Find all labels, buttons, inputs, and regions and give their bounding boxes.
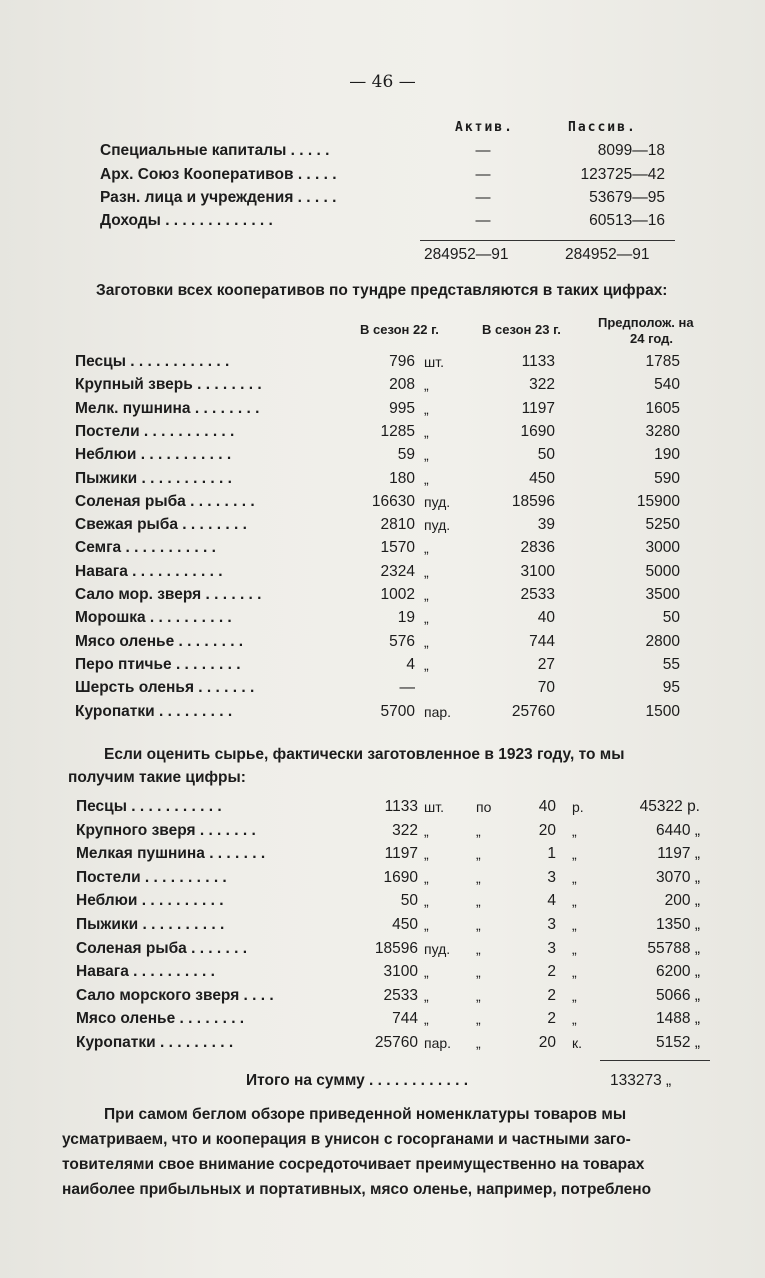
valuation-unit: „ [424, 964, 429, 980]
valuation-price: 4 [547, 892, 556, 909]
closing-line2: усматриваем, что и кооперация в унисон с госорганами и частными заго- [62, 1131, 631, 1148]
valuation-row-label: Мелкая пушнина . . . . . . . [76, 845, 266, 862]
procurement-unit: „ [424, 634, 429, 650]
procurement-value-23: 1197 [521, 400, 555, 417]
procurement-value-22: 59 [397, 446, 415, 463]
valuation-total: 5152 „ [656, 1034, 700, 1051]
procurement-value-22: 2810 [380, 516, 415, 533]
procurement-value-24: 15900 [636, 493, 680, 510]
valuation-unit: „ [424, 870, 429, 886]
procurement-row-label: Песцы . . . . . . . . . . . . [75, 353, 230, 370]
valuation-price: 3 [547, 869, 556, 886]
procurement-heading: Заготовки всех кооперативов по тундре представляются в таких цифрах: [96, 282, 668, 299]
col-passive-header: Пассив. [568, 120, 637, 135]
valuation-currency: „ [572, 823, 577, 839]
procurement-row-label: Перо птичье . . . . . . . . [75, 656, 241, 673]
balance-row-passive: 60513—16 [589, 212, 665, 229]
valuation-by: „ [476, 964, 481, 980]
procurement-unit: „ [424, 657, 429, 673]
procurement-value-22: 1002 [380, 586, 415, 603]
procurement-value-22: 16630 [371, 493, 415, 510]
procurement-value-22: 5700 [380, 703, 415, 720]
balance-row-passive: 123725—42 [580, 166, 665, 183]
procurement-value-24: 95 [662, 679, 680, 696]
balance-row-passive: 53679—95 [589, 189, 665, 206]
valuation-currency: „ [572, 870, 577, 886]
procurement-row-label: Мелк. пушнина . . . . . . . . [75, 400, 260, 417]
procurement-unit: „ [424, 540, 429, 556]
valuation-price: 2 [547, 963, 556, 980]
valuation-row-label: Навага . . . . . . . . . . [76, 963, 215, 980]
valuation-row-label: Куропатки . . . . . . . . . [76, 1034, 234, 1051]
balance-row-label: Арх. Союз Кооперативов . . . . . [100, 166, 337, 183]
valuation-total: 1350 „ [656, 916, 700, 933]
valuation-by: „ [476, 917, 481, 933]
procurement-row-label: Постели . . . . . . . . . . . [75, 423, 235, 440]
procurement-unit: пар. [424, 704, 452, 720]
valuation-currency: р. [572, 799, 584, 815]
valuation-unit: пар. [424, 1035, 452, 1051]
valuation-total: 1488 „ [656, 1010, 700, 1027]
balance-row-label: Специальные капиталы . . . . . [100, 142, 330, 159]
procurement-value-22: 2324 [380, 563, 415, 580]
procurement-value-24: 3500 [645, 586, 680, 603]
procurement-value-22: 796 [389, 353, 415, 370]
closing-line4: наиболее прибыльных и портативных, мясо оленье, например, потреблено [62, 1181, 652, 1198]
procurement-value-24: 5000 [645, 563, 680, 580]
valuation-currency: „ [572, 917, 577, 933]
procurement-row-label: Куропатки . . . . . . . . . [75, 703, 233, 720]
valuation-by: по [476, 799, 492, 815]
procurement-value-23: 27 [537, 656, 555, 673]
col-forecast-24-line2: 24 год. [630, 331, 673, 346]
procurement-value-22: — [399, 679, 415, 696]
valuation-price: 3 [547, 940, 556, 957]
procurement-value-23: 1133 [521, 353, 555, 370]
balance-row-active: — [475, 166, 491, 183]
col-active-header: Актив. [455, 120, 514, 135]
valuation-qty: 1690 [383, 869, 418, 886]
procurement-value-23: 1690 [520, 423, 555, 440]
valuation-qty: 25760 [374, 1034, 418, 1051]
valuation-by: „ [476, 1011, 481, 1027]
procurement-row-label: Шерсть оленья . . . . . . . [75, 679, 255, 696]
closing-line1: При самом беглом обзоре приведенной номенклатуры товаров мы [104, 1106, 627, 1123]
balance-row-label: Разн. лица и учреждения . . . . . [100, 189, 337, 206]
balance-row-active: — [475, 189, 491, 206]
procurement-value-24: 190 [654, 446, 680, 463]
valuation-unit: „ [424, 893, 429, 909]
procurement-value-22: 1570 [380, 539, 415, 556]
valuation-qty: 744 [392, 1010, 418, 1027]
valuation-row-label: Соленая рыба . . . . . . . [76, 940, 248, 957]
valuation-total-rule [600, 1060, 710, 1061]
balance-row-passive: 8099—18 [597, 142, 665, 159]
valuation-by: „ [476, 823, 481, 839]
valuation-unit: пуд. [424, 941, 451, 957]
valuation-row-label: Сало морского зверя . . . . [76, 987, 274, 1004]
valuation-by: „ [476, 988, 481, 1004]
valuation-row-label: Постели . . . . . . . . . . [76, 869, 227, 886]
valuation-qty: 3100 [383, 963, 418, 980]
valuation-currency: „ [572, 893, 577, 909]
procurement-row-label: Соленая рыба . . . . . . . . [75, 493, 255, 510]
balance-row-active: — [475, 212, 491, 229]
valuation-currency: „ [572, 964, 577, 980]
valuation-total: 3070 „ [656, 869, 700, 886]
valuation-by: „ [476, 893, 481, 909]
procurement-unit: „ [424, 447, 429, 463]
valuation-qty: 322 [392, 822, 418, 839]
valuation-intro-line1: Если оценить сырье, фактически заготовленное в 1923 году, то мы [104, 746, 625, 763]
procurement-value-22: 1285 [380, 423, 415, 440]
valuation-total-value: 133273 „ [610, 1072, 672, 1089]
procurement-value-24: 1785 [645, 353, 680, 370]
valuation-qty: 1133 [384, 798, 418, 815]
valuation-currency: „ [572, 1011, 577, 1027]
page-number: — 46 — [349, 72, 416, 92]
valuation-row-label: Песцы . . . . . . . . . . . [76, 798, 222, 815]
procurement-value-24: 1500 [645, 703, 680, 720]
valuation-row-label: Неблюи . . . . . . . . . . [76, 892, 224, 909]
valuation-row-label: Пыжики . . . . . . . . . . [76, 916, 225, 933]
procurement-value-24: 5250 [645, 516, 680, 533]
valuation-unit: „ [424, 823, 429, 839]
procurement-value-23: 450 [529, 470, 555, 487]
valuation-by: „ [476, 846, 481, 862]
valuation-total: 6200 „ [656, 963, 700, 980]
valuation-total-label: Итого на сумму . . . . . . . . . . . . [246, 1072, 469, 1089]
procurement-unit: „ [424, 471, 429, 487]
procurement-value-23: 3100 [520, 563, 555, 580]
valuation-price: 2 [547, 1010, 556, 1027]
procurement-row-label: Семга . . . . . . . . . . . [75, 539, 216, 556]
procurement-row-label: Крупный зверь . . . . . . . . [75, 376, 262, 393]
procurement-row-label: Навага . . . . . . . . . . . [75, 563, 223, 580]
valuation-unit: „ [424, 846, 429, 862]
valuation-price: 3 [547, 916, 556, 933]
valuation-price: 2 [547, 987, 556, 1004]
valuation-total: 6440 „ [656, 822, 700, 839]
procurement-value-23: 322 [529, 376, 555, 393]
valuation-unit: „ [424, 988, 429, 1004]
procurement-row-label: Свежая рыба . . . . . . . . [75, 516, 247, 533]
valuation-by: „ [476, 941, 481, 957]
procurement-value-23: 18596 [511, 493, 555, 510]
procurement-unit: пуд. [424, 517, 451, 533]
procurement-value-23: 40 [537, 609, 555, 626]
valuation-currency: „ [572, 941, 577, 957]
valuation-price: 20 [538, 822, 556, 839]
valuation-total: 45322 р. [639, 798, 700, 815]
valuation-by: „ [476, 1035, 481, 1051]
valuation-unit: „ [424, 1011, 429, 1027]
procurement-row-label: Неблюи . . . . . . . . . . . [75, 446, 232, 463]
procurement-value-24: 3000 [645, 539, 680, 556]
procurement-unit: „ [424, 587, 429, 603]
procurement-value-22: 180 [389, 470, 415, 487]
procurement-value-24: 55 [662, 656, 680, 673]
valuation-total: 55788 „ [647, 940, 700, 957]
procurement-unit: „ [424, 610, 429, 626]
procurement-value-22: 995 [389, 400, 415, 417]
balance-row-label: Доходы . . . . . . . . . . . . . [100, 212, 273, 229]
valuation-by: „ [476, 870, 481, 886]
procurement-value-23: 50 [537, 446, 555, 463]
valuation-currency: к. [572, 1035, 583, 1051]
procurement-value-23: 744 [529, 633, 555, 650]
procurement-value-22: 19 [397, 609, 415, 626]
valuation-row-label: Крупного зверя . . . . . . . [76, 822, 256, 839]
procurement-row-label: Сало мор. зверя . . . . . . . [75, 586, 262, 603]
procurement-unit: „ [424, 401, 429, 417]
procurement-value-23: 39 [537, 516, 555, 533]
valuation-unit: „ [424, 917, 429, 933]
procurement-value-24: 590 [654, 470, 680, 487]
procurement-row-label: Морошка . . . . . . . . . . [75, 609, 232, 626]
valuation-qty: 2533 [383, 987, 418, 1004]
col-season-23: В сезон 23 г. [482, 322, 561, 337]
procurement-value-22: 4 [406, 656, 415, 673]
procurement-unit: „ [424, 424, 429, 440]
col-season-22: В сезон 22 г. [360, 322, 439, 337]
valuation-intro-line2: получим такие цифры: [68, 769, 246, 786]
col-forecast-24-line1: Предполож. на [598, 315, 694, 330]
valuation-total: 1197 „ [657, 845, 700, 862]
valuation-total: 200 „ [664, 892, 700, 909]
closing-line3: товителями свое внимание сосредоточивает преимущественно на товарах [62, 1156, 645, 1173]
procurement-value-22: 576 [389, 633, 415, 650]
valuation-price: 1 [547, 845, 556, 862]
procurement-row-label: Пыжики . . . . . . . . . . . [75, 470, 232, 487]
valuation-qty: 450 [392, 916, 418, 933]
balance-total-rule [420, 240, 675, 241]
balance-total-active: 284952—91 [424, 246, 509, 263]
procurement-value-24: 540 [654, 376, 680, 393]
valuation-price: 20 [538, 1034, 556, 1051]
procurement-value-23: 25760 [511, 703, 555, 720]
procurement-value-23: 70 [537, 679, 555, 696]
procurement-value-24: 50 [662, 609, 680, 626]
valuation-currency: „ [572, 988, 577, 1004]
valuation-currency: „ [572, 846, 577, 862]
valuation-total: 5066 „ [656, 987, 700, 1004]
balance-row-active: — [475, 142, 491, 159]
procurement-unit: „ [424, 377, 429, 393]
valuation-qty: 50 [400, 892, 418, 909]
procurement-value-24: 1605 [645, 400, 680, 417]
procurement-row-label: Мясо оленье . . . . . . . . [75, 633, 244, 650]
valuation-unit: шт. [424, 799, 444, 815]
procurement-unit: пуд. [424, 494, 451, 510]
procurement-value-24: 3280 [645, 423, 680, 440]
valuation-row-label: Мясо оленье . . . . . . . . [76, 1010, 245, 1027]
valuation-price: 40 [538, 798, 556, 815]
valuation-qty: 18596 [374, 940, 418, 957]
procurement-value-22: 208 [389, 376, 415, 393]
balance-total-passive: 284952—91 [565, 246, 650, 263]
procurement-unit: „ [424, 564, 429, 580]
procurement-value-23: 2533 [520, 586, 555, 603]
procurement-value-24: 2800 [645, 633, 680, 650]
procurement-value-23: 2836 [520, 539, 555, 556]
procurement-unit: шт. [424, 354, 444, 370]
valuation-qty: 1197 [384, 845, 418, 862]
